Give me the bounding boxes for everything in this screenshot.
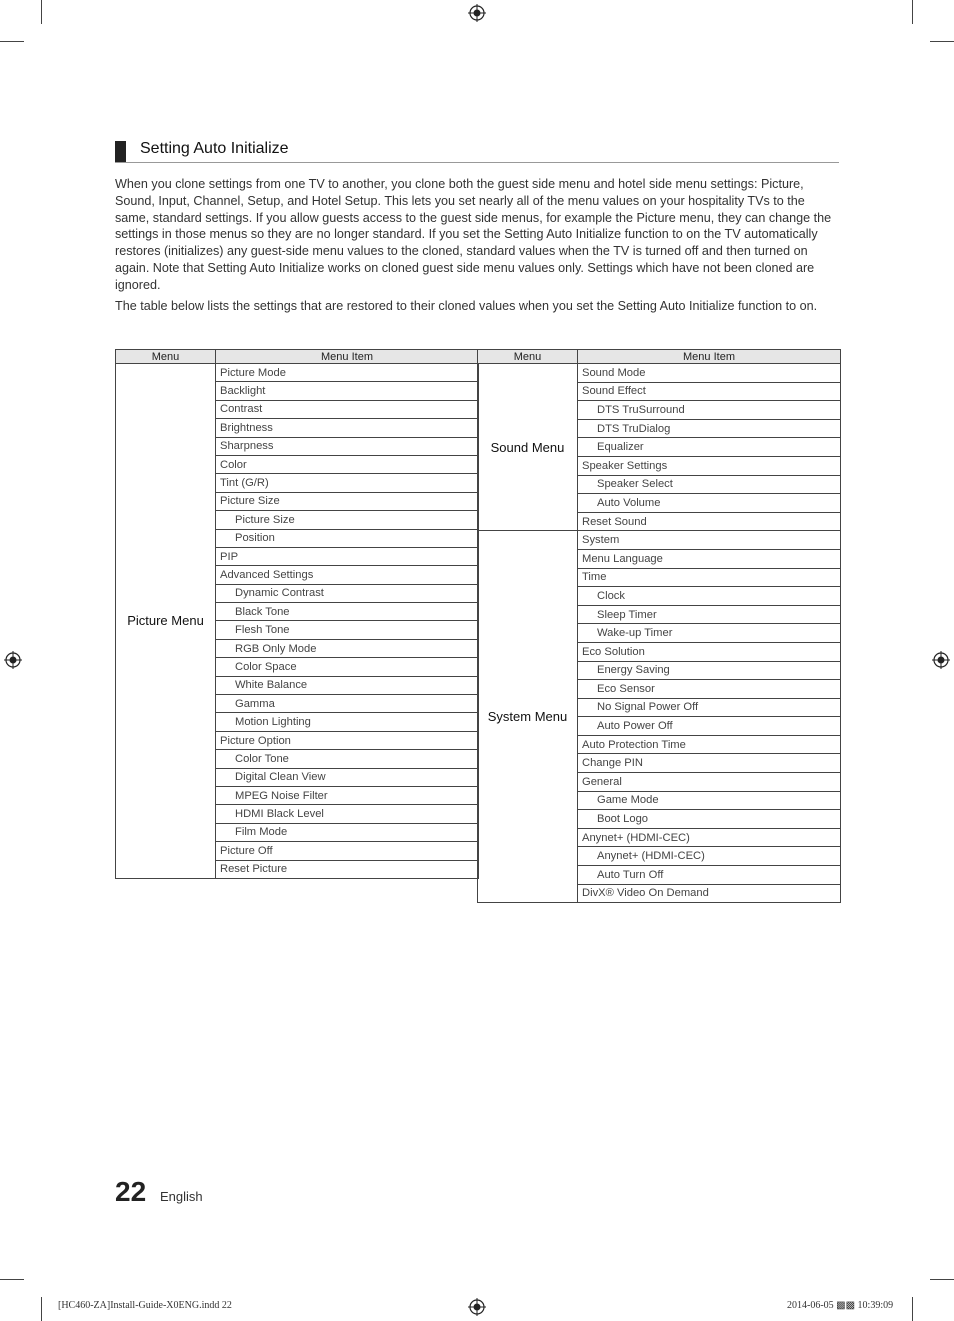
sub-menu-item-cell: Auto Volume — [578, 494, 841, 513]
crop-mark — [930, 41, 954, 42]
column-header-menu: Menu — [116, 350, 216, 364]
heading-bar — [115, 141, 126, 162]
sound-system-menu-table — [477, 349, 841, 903]
menu-item-cell: Anynet+ (HDMI-CEC) — [578, 828, 841, 847]
menu-name-cell: Picture Menu — [116, 364, 216, 879]
sub-menu-item-cell: Motion Lighting — [216, 713, 479, 731]
sub-menu-item-cell: White Balance — [216, 676, 479, 694]
menu-item-cell: Reset Picture — [216, 860, 479, 878]
sub-menu-item-cell: Anynet+ (HDMI-CEC) — [578, 847, 841, 866]
page-number: 22 — [115, 1176, 147, 1207]
table-row — [478, 531, 841, 550]
sub-menu-item-cell: DTS TruSurround — [578, 401, 841, 420]
menu-item-cell: Change PIN — [578, 754, 841, 773]
sub-menu-item-cell: Auto Power Off — [578, 717, 841, 736]
sub-menu-item-cell: Equalizer — [578, 438, 841, 457]
crop-mark — [912, 0, 913, 24]
section-heading — [115, 140, 839, 163]
section-title: Setting Auto Initialize — [140, 140, 289, 157]
picture-menu-table — [115, 349, 479, 879]
menu-item-cell: DivX® Video On Demand — [578, 884, 841, 903]
registration-mark-icon — [468, 4, 486, 22]
menu-item-cell: Brightness — [216, 419, 479, 437]
menu-item-cell: Eco Solution — [578, 642, 841, 661]
registration-mark-icon — [932, 651, 950, 669]
menu-item-cell: Auto Protection Time — [578, 735, 841, 754]
menu-item-cell: General — [578, 773, 841, 792]
crop-mark — [930, 1279, 954, 1280]
sub-menu-item-cell: Game Mode — [578, 791, 841, 810]
intro-paragraph: When you clone settings from one TV to another, you clone both the guest side menu and hotel side menu settings: Picture, Sound, Input, Channel, Setup, and Hotel Setup. This lets you set nearly all of the menu values on your hospitality TVs to the same, standard settings. If you allow guests access to the guest side menus, for example the Picture menu, they can change the settings in those menus so they are no longer standard. If you set the Setting Auto Initialize function to on the TV automatically restores (initializes) any guest-side menu values to the cloned, standard values when the TV is turned off and then turned on again. Note that Setting Auto Initialize works on cloned guest side menu values only. Settings which have not been cloned are ignored. — [115, 177, 832, 292]
menu-item-cell: Reset Sound — [578, 512, 841, 531]
print-file-info: [HC460-ZA]Install-Guide-X0ENG.indd 22 — [58, 1300, 232, 1311]
registration-mark-icon — [468, 1298, 486, 1316]
sub-menu-item-cell: Digital Clean View — [216, 768, 479, 786]
sub-menu-item-cell: Picture Size — [216, 511, 479, 529]
menu-name-cell: System Menu — [478, 531, 578, 903]
sub-menu-item-cell: Boot Logo — [578, 810, 841, 829]
sub-menu-item-cell: Eco Sensor — [578, 680, 841, 699]
sub-menu-item-cell: Speaker Select — [578, 475, 841, 494]
sub-menu-item-cell: Clock — [578, 587, 841, 606]
sub-menu-item-cell: Position — [216, 529, 479, 547]
column-header-menu: Menu — [478, 350, 578, 364]
menu-item-cell: Sound Effect — [578, 382, 841, 401]
menu-name-cell: Sound Menu — [478, 364, 578, 531]
print-timestamp: 2014-06-05 ▩▩ 10:39:09 — [787, 1300, 894, 1311]
menu-item-cell: System — [578, 531, 841, 550]
menu-item-cell: Picture Option — [216, 731, 479, 749]
crop-mark — [912, 1297, 913, 1321]
menu-item-cell: Sharpness — [216, 437, 479, 455]
menu-item-cell: Picture Mode — [216, 364, 479, 382]
table-intro-paragraph: The table below lists the settings that are restored to their cloned values when you set the Setting Auto Initialize function to on. — [115, 299, 818, 313]
sub-menu-item-cell: MPEG Noise Filter — [216, 786, 479, 804]
menu-item-cell: PIP — [216, 547, 479, 565]
sub-menu-item-cell: HDMI Black Level — [216, 805, 479, 823]
menu-item-cell: Backlight — [216, 382, 479, 400]
column-header-menu-item: Menu Item — [216, 350, 479, 364]
menu-item-cell: Speaker Settings — [578, 456, 841, 475]
table-row — [478, 364, 841, 383]
menu-item-cell: Advanced Settings — [216, 566, 479, 584]
crop-mark — [0, 41, 24, 42]
menu-item-cell: Picture Size — [216, 492, 479, 510]
sub-menu-item-cell: No Signal Power Off — [578, 698, 841, 717]
sub-menu-item-cell: Energy Saving — [578, 661, 841, 680]
sub-menu-item-cell: DTS TruDialog — [578, 419, 841, 438]
menu-item-cell: Sound Mode — [578, 364, 841, 383]
sub-menu-item-cell: Flesh Tone — [216, 621, 479, 639]
crop-mark — [0, 1279, 24, 1280]
menu-item-cell: Picture Off — [216, 842, 479, 860]
sub-menu-item-cell: RGB Only Mode — [216, 639, 479, 657]
sub-menu-item-cell: Dynamic Contrast — [216, 584, 479, 602]
registration-mark-icon — [4, 651, 22, 669]
sub-menu-item-cell: Color Tone — [216, 750, 479, 768]
sub-menu-item-cell: Film Mode — [216, 823, 479, 841]
menu-item-cell: Tint (G/R) — [216, 474, 479, 492]
sub-menu-item-cell: Auto Turn Off — [578, 866, 841, 885]
menu-item-cell: Time — [578, 568, 841, 587]
sub-menu-item-cell: Wake-up Timer — [578, 624, 841, 643]
crop-mark — [41, 0, 42, 24]
page-language: English — [160, 1189, 203, 1204]
menu-item-cell: Color — [216, 455, 479, 473]
table-row — [116, 364, 479, 382]
crop-mark — [41, 1297, 42, 1321]
sub-menu-item-cell: Sleep Timer — [578, 605, 841, 624]
column-header-menu-item: Menu Item — [578, 350, 841, 364]
sub-menu-item-cell: Gamma — [216, 695, 479, 713]
menu-item-cell: Menu Language — [578, 549, 841, 568]
sub-menu-item-cell: Color Space — [216, 658, 479, 676]
sub-menu-item-cell: Black Tone — [216, 603, 479, 621]
menu-item-cell: Contrast — [216, 400, 479, 418]
